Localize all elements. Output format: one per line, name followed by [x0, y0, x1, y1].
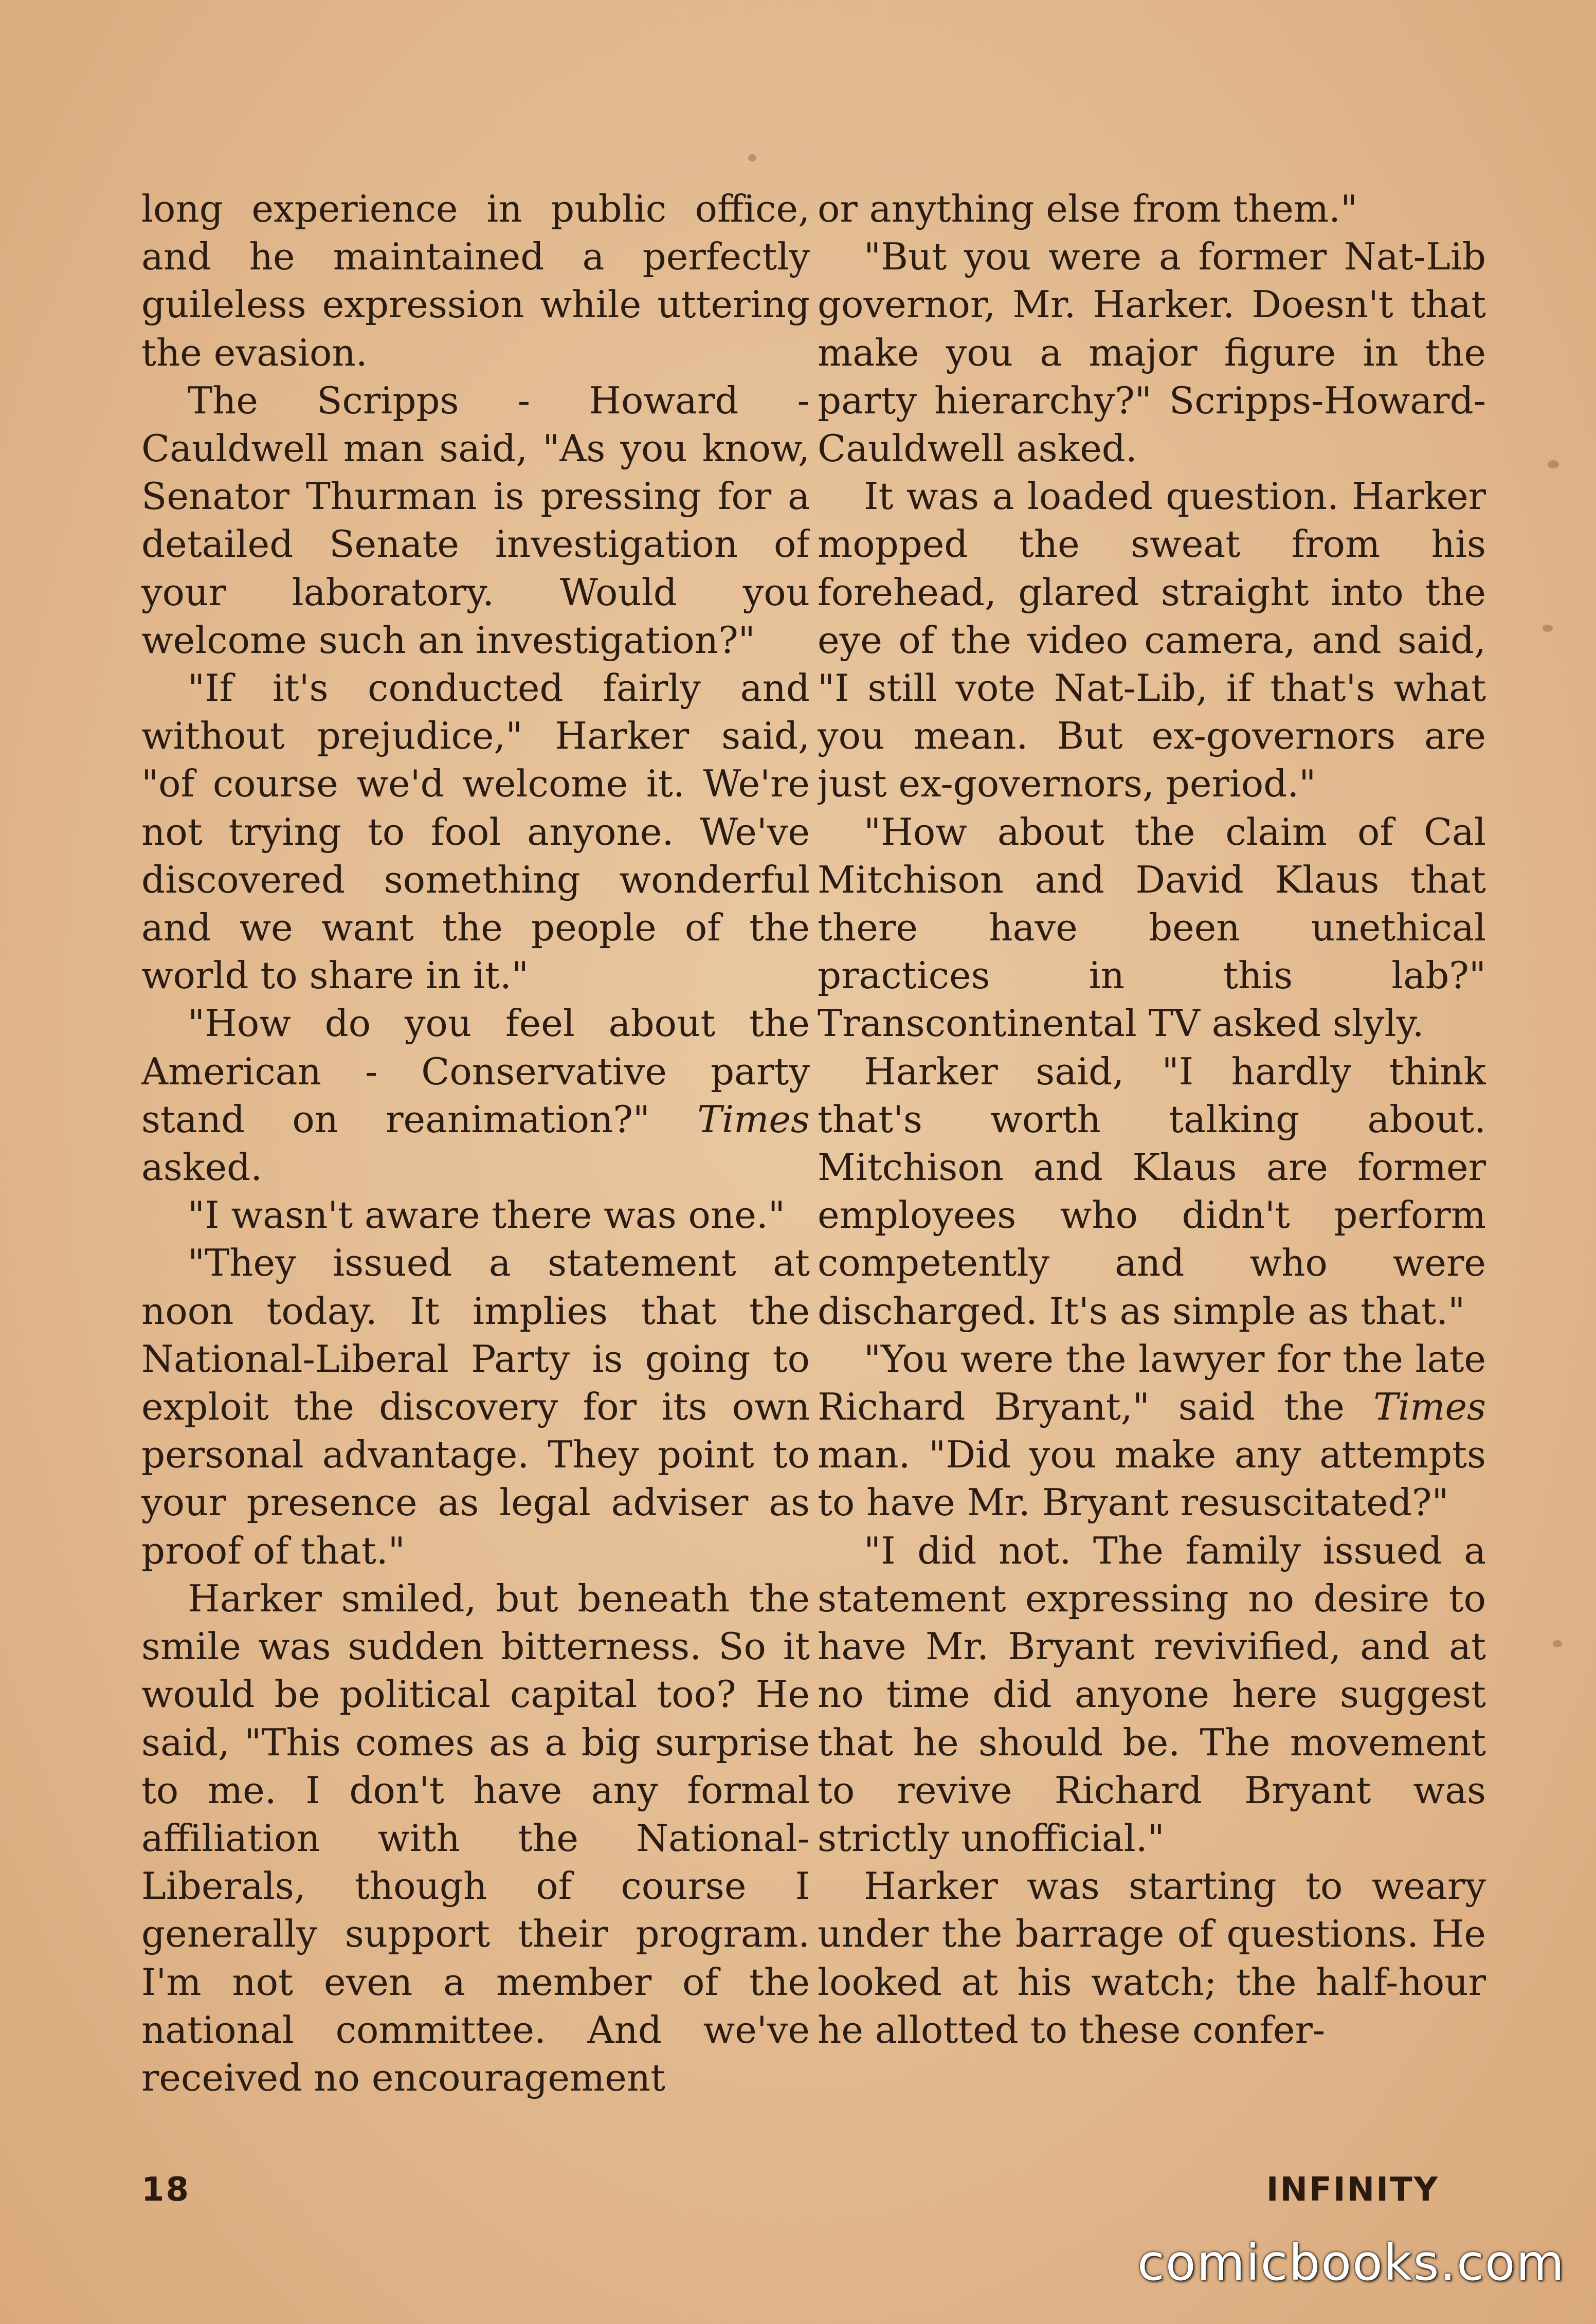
left-text-column	[141, 185, 810, 2159]
paragraph: "They issued a statement at noon today. It implies that the National-Liberal Party is going to exploit the discovery for its own personal advantage. They point to your presence as legal adviser as proof of that."	[141, 1241, 810, 1572]
paragraph: "How about the claim of Cal Mitchison and David Klaus that there have been unethical practices in this lab?" Transcontinental TV asked slyly.	[818, 810, 1486, 1045]
page-stain	[1548, 460, 1559, 468]
site-watermark: comicbooks.com	[1137, 2234, 1565, 2292]
magazine-name: INFINITY	[1266, 2171, 1439, 2209]
page-number: 18	[141, 2171, 191, 2209]
paragraph-text: asked.	[141, 1146, 263, 1189]
paragraph: The Scripps - Howard - Cauldwell man said, "As you know, Senator Thurman is pressing for a detailed Senate investigation of your laboratory. Would you welcome such an investigation?"	[141, 378, 810, 662]
paragraph: Harker was starting to weary under the barrage of questions. He looked at his watch; the half-hour he allotted to these confer-	[818, 1864, 1486, 2051]
paragraph: "If it's conducted fairly and without prejudice," Harker said, "of course we'd welcome it. We're not trying to fool anyone. We've discovered something wonderful and we want the people of the world to share in it."	[141, 666, 810, 997]
paragraph: It was a loaded question. Harker mopped the sweat from his forehead, glared straight into the eye of the video camera, and said, "I still vote Nat-Lib, if that's what you mean. But ex-governors are just ex-governors, period."	[818, 475, 1486, 806]
paragraph: Harker smiled, but beneath the smile was sudden bitterness. So it would be political capital too? He said, "This comes as a big surprise to me. I don't have any formal affiliation with the National-Liberals, though of course I generally support their program. I'm not even a member of the national committee. And we've received no encouragement	[141, 1576, 810, 2099]
paragraph: "But you were a former Nat-Lib governor, Mr. Harker. Doesn't that make you a major figure in the party hierarchy?" Scripps-Howard-Cauldwell asked.	[818, 235, 1486, 470]
paragraph: Harker said, "I hardly think that's worth talking about. Mitchison and Klaus are former employees who didn't perform competently and who were discharged. It's as simple as that."	[818, 1049, 1486, 1333]
right-text-column	[818, 185, 1486, 2159]
paragraph-text: "How do you feel about the American - Conservative party stand on reanimation?"	[141, 1002, 810, 1141]
publication-name: Times	[1373, 1385, 1486, 1429]
paragraph: long experience in public office, and he maintained a perfectly guileless expression while uttering the evasion.	[141, 187, 810, 374]
paragraph	[818, 1335, 1486, 1527]
paragraph-text: "You were the lawyer for the late Richard Bryant," said the	[818, 1337, 1486, 1429]
paragraph: "I wasn't aware there was one."	[188, 1193, 785, 1237]
paragraph	[141, 1000, 810, 1191]
page-stain	[1543, 625, 1553, 632]
page-stain	[748, 154, 756, 161]
page-stain	[1553, 1640, 1562, 1647]
paragraph-text: man. "Did you make any attempts to have Mr. Bryant resuscitated?"	[818, 1433, 1486, 1524]
paragraph: or anything else from them."	[818, 187, 1358, 230]
paragraph: "I did not. The family issued a statement expressing no desire to have Mr. Bryant revivified, and at no time did anyone here suggest that he should be. The movement to revive Richard Bryant was strictly unofficial."	[818, 1529, 1486, 1860]
publication-name: Times	[697, 1097, 810, 1141]
